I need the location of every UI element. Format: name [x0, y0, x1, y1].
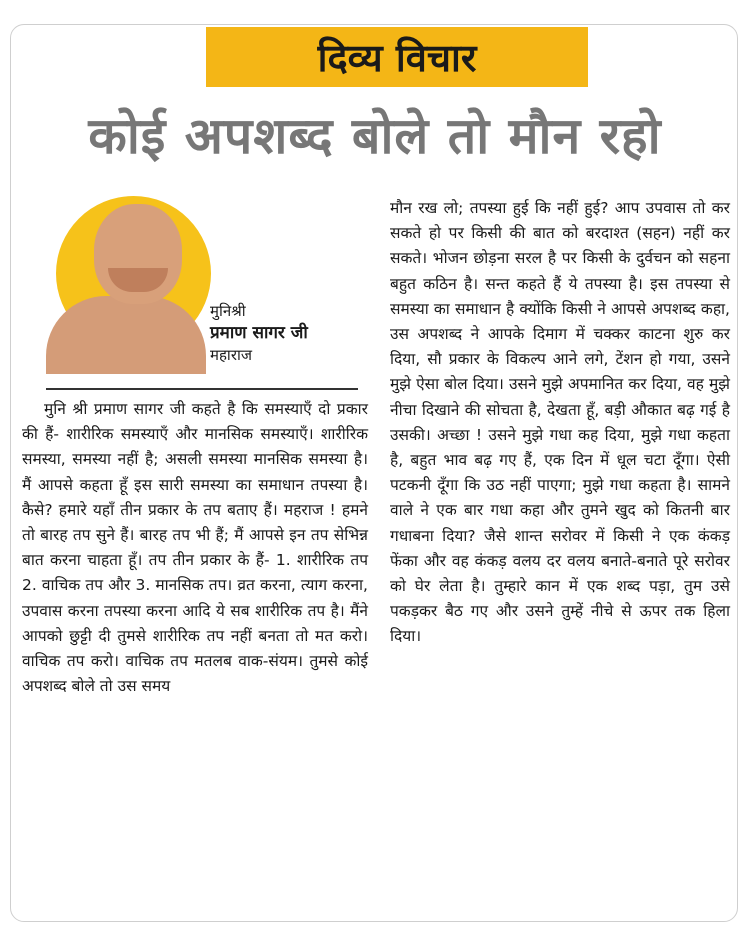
author-name: प्रमाण सागर जी	[210, 323, 308, 343]
author-prefix: मुनिश्री	[210, 302, 246, 320]
article-column-left: मुनि श्री प्रमाण सागर जी कहते है कि समस्याएँ दो प्रकार की हैं- शारीरिक समस्याएँ और मानसिक समस्याएँ। शारीरिक समस्या, समस्या नहीं है; असली समस्या मानसिक समस्या है। मैं आपसे कहता हूँ इस सारी समस्या का समाधान तपस्या है। कैसे? हमारे यहाँ तीन प्रकार के तप बताए हैं। महराज ! हमने तो बारह तप सुने हैं। बारह तप भी हैं; मैं आपसे इन तप सेभिन्न बात करना चाहता हूँ। तप तीन प्रकार के हैं- 1. शारीरिक तप 2. वाचिक तप और 3. मानसिक तप। व्रत करना, त्याग करना, उपवास करना तपस्या करना आदि ये सब शारीरिक तप है। मैंने आपको छुट्टी दी तुमसे शारीरिक तप नहीं बनता तो मत करो। वाचिक तप करो। वाचिक तप मतलब वाक-संयम। तुमसे कोई अपशब्द बोले तो उस समय	[22, 400, 368, 696]
article-column-right: मौन रख लो; तपस्या हुई कि नहीं हुई? आप उपवास तो कर सकते हो पर किसी की बात को बरदाश्त (सहन) नहीं कर सकते। भोजन छोड़ना सरल है पर किसी के दुर्वचन को सहना बहुत कठिन है। सन्त कहते हैं ये तपस्या है। इस तपस्या से समस्या का समाधान है क्योंकि किसी ने आपसे अपशब्द कहा, उस अपशब्द ने आपके दिमाग में चक्कर काटना शुरु कर दिया, सौ प्रकार के विकल्प आने लगे, टेंशन हो गया, उसने मुझे ऐसा बोल दिया। उसने मुझे अपमानित कर दिया, वह मुझे नीचा दिखाने की सोचता है, देखता हूँ, बड़ी औकात बढ़ गई है उसकी। अच्छा ! उसने मुझे गधा कह दिया, मुझे गधा कहता है, बहुत भाव बढ़ गए हैं, एक दिन में धूल चटा दूँगा। ऐसी पटकनी दूँगा कि उठ नहीं पाएगा; मुझे गधा कहता है। सामने वाले ने एक बार गधा कहा और तुमने खुद को कितनी बार गधाबना दिया? जैसे शान्त सरोवर में किसी ने एक कंकड़ फेंका और वह कंकड़ वलय दर वलय बनाते-बनाते पूरे सरोवर को घेर लेता है। तुम्हारे कान में एक शब्द पड़ा, तुम उसे पकड़कर बैठ गए और उसने तुम्हें नीचे से ऊपर तक हिला दिया।	[390, 199, 730, 646]
section-title: दिव्य विचार	[317, 36, 477, 80]
section-banner	[206, 27, 588, 87]
author-suffix: महाराज	[210, 346, 252, 364]
photo-shoulders	[46, 296, 206, 374]
article-headline: कोई अपशब्द बोले तो मौन रहो	[88, 107, 662, 165]
author-photo	[46, 196, 206, 376]
byline-divider	[46, 388, 358, 390]
author-byline	[210, 300, 308, 366]
